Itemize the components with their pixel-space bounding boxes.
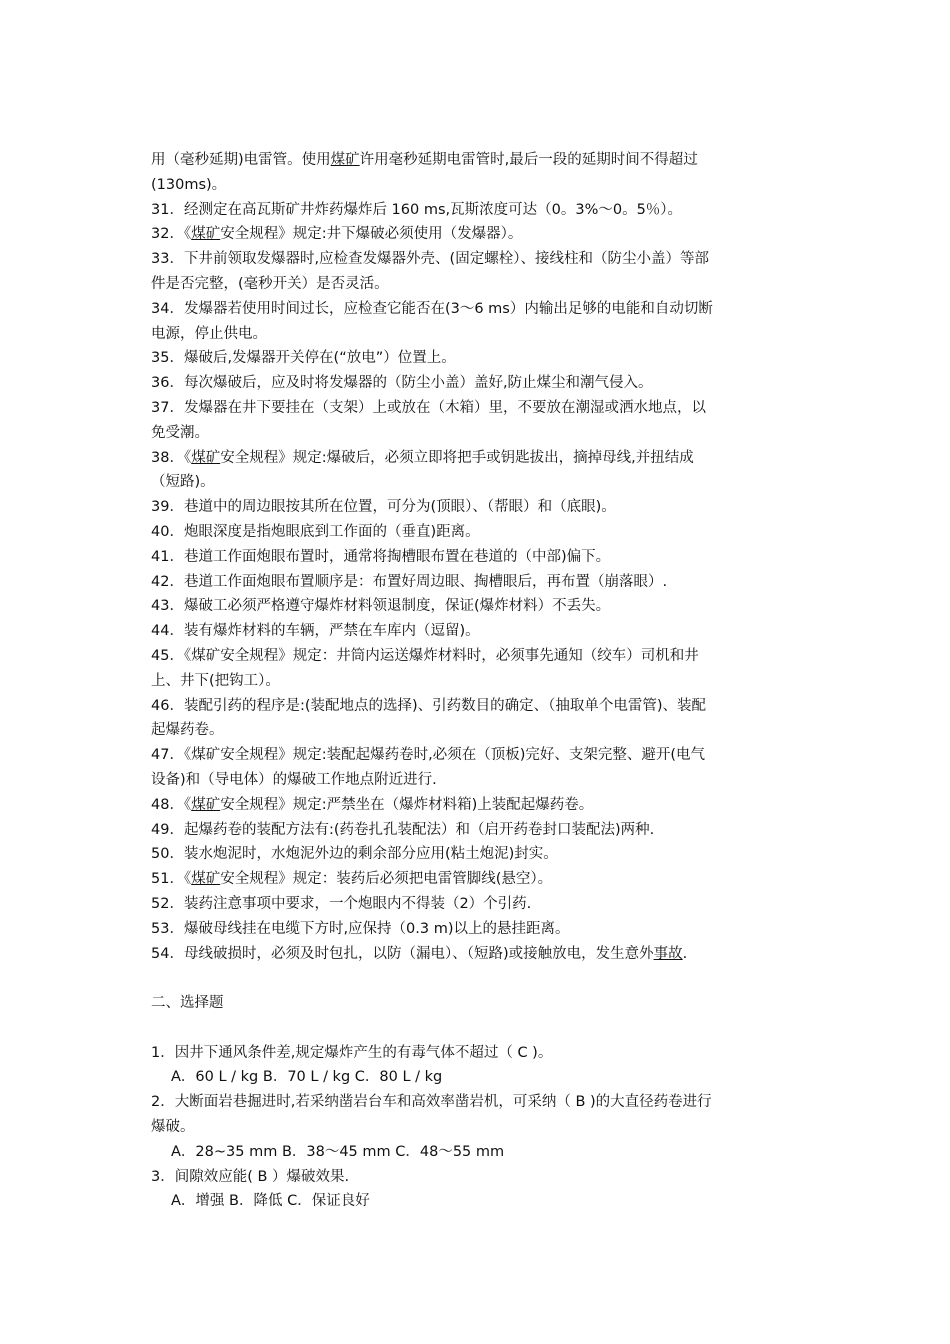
text-segment: （短路)。	[151, 474, 215, 491]
text-line	[151, 1090, 811, 1115]
text-line	[151, 1115, 811, 1140]
text-segment: 爆破。	[151, 1119, 195, 1136]
text-segment: 许用毫秒延期电雷管时,最后一段的延期时间不得超过	[359, 152, 698, 168]
text-segment: 安全规程》规定：装药后必须把电雷管脚线(悬空）。	[220, 871, 553, 888]
text-segment: 设备)和（导电体）的爆破工作地点附近进行.	[151, 771, 437, 788]
text-line	[151, 198, 811, 223]
text-segment: 45．《煤矿安全规程》规定：井筒内运送爆炸材料时，必须事先通知（绞车）司机和井	[151, 647, 699, 664]
text-line	[151, 148, 811, 173]
text-segment: 33．下井前领取发爆器时,应检查发爆器外壳、(固定螺栓）、接线柱和（防尘小盖）等部	[151, 251, 709, 268]
document-body	[151, 148, 811, 1214]
text-segment: 电源，停止供电。	[151, 325, 267, 342]
text-line	[151, 669, 811, 694]
underlined-term: 煤矿	[191, 796, 221, 813]
underlined-term: 煤矿	[330, 152, 360, 168]
underlined-term: 煤矿	[191, 871, 221, 888]
blank-line	[151, 1016, 811, 1041]
text-line	[151, 694, 811, 719]
underlined-term: 煤矿	[191, 226, 221, 243]
answer-options-line	[151, 1065, 811, 1090]
text-segment: 上、井下(把钩工）。	[151, 672, 280, 689]
text-line	[151, 1041, 811, 1066]
text-line	[151, 297, 811, 322]
text-line	[151, 917, 811, 942]
answer-options-line	[151, 1140, 811, 1165]
text-segment: 52．装药注意事项中要求，一个炮眼内不得装（2）个引药.	[151, 895, 532, 912]
text-line	[151, 470, 811, 495]
text-segment: 40．炮眼深度是指炮眼底到工作面的（垂直)距离。	[151, 523, 480, 540]
text-segment: 二、选择题	[151, 995, 224, 1012]
text-segment: 42．巷道工作面炮眼布置顺序是：布置好周边眼、掏槽眼后，再布置（崩落眼）.	[151, 573, 668, 590]
underlined-term: 事故	[653, 945, 683, 962]
text-segment: 39．巷道中的周边眼按其所在位置，可分为(顶眼）、（帮眼）和（底眼)。	[151, 499, 616, 516]
text-line	[151, 619, 811, 644]
text-segment: 43．爆破工必须严格遵守爆炸材料领退制度，保证(爆炸材料）不丢失。	[151, 598, 611, 615]
text-segment: 41．巷道工作面炮眼布置时，通常将掏槽眼布置在巷道的（中部)偏下。	[151, 548, 611, 565]
text-line	[151, 942, 811, 967]
text-segment: 安全规程》规定:严禁坐在（爆炸材料箱)上装配起爆药卷。	[220, 796, 594, 813]
text-segment: 用（毫秒延期)电雷管。使用	[151, 152, 331, 168]
text-line	[151, 446, 811, 471]
blank-line	[151, 966, 811, 991]
text-line	[151, 867, 811, 892]
text-segment: 1．因井下通风条件差,规定爆炸产生的有毒气体不超过（ C )。	[151, 1044, 553, 1061]
text-line	[151, 371, 811, 396]
text-segment: 46．装配引药的程序是:(装配地点的选择)、引药数目的确定、（抽取单个电雷管)、装配	[151, 697, 707, 714]
text-segment: 49．起爆药卷的装配方法有:(药卷扎孔装配法）和（启开药卷封口装配法)两种.	[151, 821, 655, 838]
text-line	[151, 222, 811, 247]
text-segment: 3．间隙效应能( B ）爆破效果.	[151, 1168, 350, 1185]
text-line	[151, 644, 811, 669]
text-line	[151, 743, 811, 768]
text-segment: 安全规程》规定:爆破后，必须立即将把手或钥匙拔出，摘掉母线,并扭结成	[220, 449, 694, 466]
text-line	[151, 892, 811, 917]
underlined-term: 煤矿	[191, 449, 221, 466]
text-line	[151, 842, 811, 867]
text-segment: 53．爆破母线挂在电缆下方时,应保持（0.3 m)以上的悬挂距离。	[151, 920, 570, 937]
text-line	[151, 495, 811, 520]
text-segment: A．60 L / kg B．70 L / kg C．80 L / kg	[171, 1069, 443, 1086]
text-line	[151, 520, 811, 545]
text-segment: A．增强 B．降低 C．保证良好	[171, 1193, 370, 1210]
text-line	[151, 594, 811, 619]
text-line	[151, 818, 811, 843]
text-segment: 47．《煤矿安全规程》规定:装配起爆药卷时,必须在（顶板)完好、支架完整、避开(电气	[151, 747, 706, 764]
text-segment: 48．《	[151, 796, 192, 813]
text-segment: 免受潮。	[151, 424, 209, 441]
text-line	[151, 421, 811, 446]
text-segment: 38．《	[151, 449, 192, 466]
text-segment: 51．《	[151, 871, 192, 888]
text-line	[151, 793, 811, 818]
text-line	[151, 346, 811, 371]
text-segment: 件是否完整，(毫秒开关）是否灵活。	[151, 275, 389, 292]
text-segment: 36．每次爆破后，应及时将发爆器的（防尘小盖）盖好,防止煤尘和潮气侵入。	[151, 375, 653, 392]
text-segment: 44．装有爆炸材料的车辆，严禁在车库内（逗留)。	[151, 623, 480, 640]
text-line	[151, 173, 811, 198]
text-segment: 起爆药卷。	[151, 722, 224, 739]
text-segment: 35．爆破后,发爆器开关停在(“放电”）位置上。	[151, 350, 456, 367]
text-segment: 安全规程》规定:井下爆破必须使用（发爆器）。	[220, 226, 523, 243]
text-segment: 31．经测定在高瓦斯矿井炸药爆炸后 160 ms,瓦斯浓度可达（0。3%～0。5％）。	[151, 201, 683, 218]
text-line	[151, 247, 811, 272]
text-line	[151, 545, 811, 570]
text-line	[151, 991, 811, 1016]
text-line	[151, 1165, 811, 1190]
text-line	[151, 396, 811, 421]
answer-options-line	[151, 1189, 811, 1214]
text-segment: 34．发爆器若使用时间过长，应检查它能否在(3～6 ms）内输出足够的电能和自动切断	[151, 300, 713, 317]
text-segment: 2．大断面岩巷掘进时,若采纳凿岩台车和高效率凿岩机，可采纳（ B )的大直径药卷进行	[151, 1094, 712, 1111]
text-line	[151, 322, 811, 347]
text-line	[151, 272, 811, 297]
text-segment: 37．发爆器在井下要挂在（支架）上或放在（木箱）里，不要放在潮湿或洒水地点，以	[151, 399, 706, 416]
text-line	[151, 768, 811, 793]
text-line	[151, 570, 811, 595]
text-segment: 50．装水炮泥时，水炮泥外边的剩余部分应用(粘土炮泥)封实。	[151, 846, 558, 863]
text-segment: 54．母线破损时，必须及时包扎，以防（漏电）、（短路)或接触放电，发生意外	[151, 945, 654, 962]
text-line	[151, 718, 811, 743]
text-segment: .	[682, 945, 688, 962]
text-segment: A．28~35 mm B．38～45 mm C．48～55 mm	[171, 1143, 505, 1160]
text-segment: (130ms)。	[151, 176, 227, 193]
text-segment: 32．《	[151, 226, 192, 243]
